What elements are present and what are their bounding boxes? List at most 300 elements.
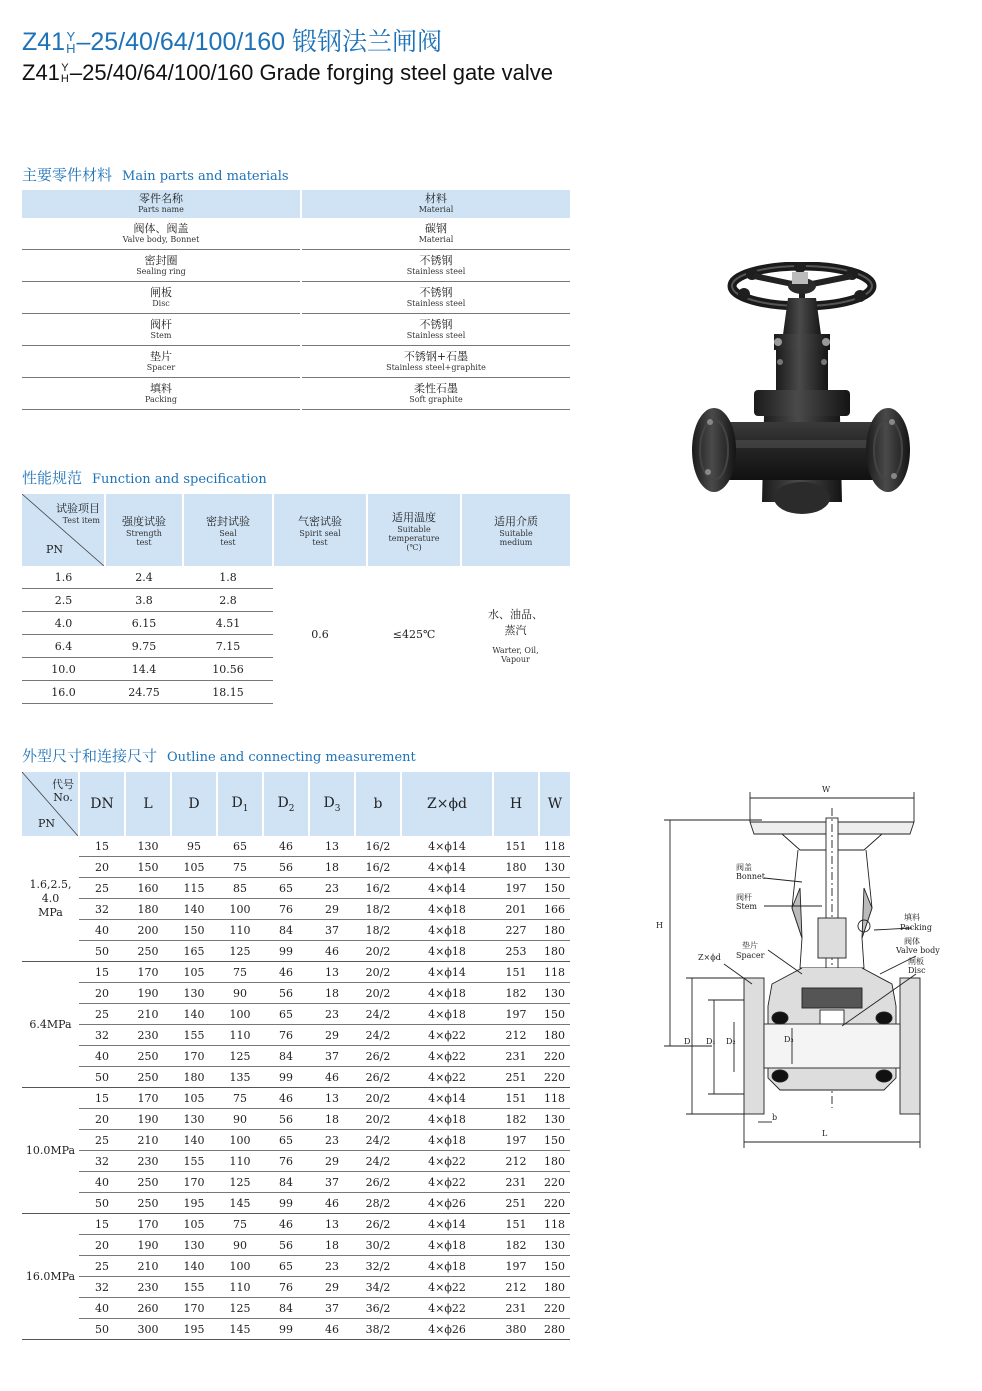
dim-d2: D₂: [726, 1037, 736, 1046]
table-cell: 380: [493, 1319, 539, 1340]
table-cell: 4×ϕ18: [401, 899, 493, 920]
table-cell: 50: [79, 1319, 125, 1340]
table-cell: 65: [263, 1256, 309, 1277]
table-cell: 20/2: [355, 941, 401, 962]
table-cell: 46: [309, 1067, 355, 1088]
header-diagonal-cell: 代号 No. PN: [22, 772, 79, 836]
table-cell: 253: [493, 941, 539, 962]
table-cell: 76: [263, 1277, 309, 1298]
table-cell: 32: [79, 899, 125, 920]
callout-zd: Z×ϕd: [698, 953, 721, 962]
table-cell: 220: [539, 1046, 570, 1067]
table-cell: 23: [309, 1004, 355, 1025]
table-cell: 85: [217, 878, 263, 899]
table-cell: 32: [79, 1025, 125, 1046]
table-cell: 182: [493, 1235, 539, 1256]
table-cell: 4×ϕ22: [401, 1067, 493, 1088]
table-cell: 170: [125, 1088, 171, 1109]
table-cell: 46: [309, 941, 355, 962]
table-cell: 29: [309, 1151, 355, 1172]
table-cell: 84: [263, 1172, 309, 1193]
table-row: 4.0 6.15 4.51: [22, 612, 570, 635]
table-cell: 250: [125, 1046, 171, 1067]
table-cell: 20/2: [355, 1109, 401, 1130]
table-row: [22, 1193, 570, 1214]
table-cell: 180: [539, 1151, 570, 1172]
table-cell: 212: [493, 1277, 539, 1298]
table-cell: 110: [217, 1151, 263, 1172]
table-cell: 180: [171, 1067, 217, 1088]
table-cell: 28/2: [355, 1193, 401, 1214]
table-row: [22, 1046, 570, 1067]
table-cell: 37: [309, 920, 355, 941]
table-cell: 20/2: [355, 962, 401, 983]
table-cell: 4×ϕ18: [401, 1004, 493, 1025]
table-row: [22, 1130, 570, 1151]
table-cell: 260: [125, 1298, 171, 1319]
table-cell: 197: [493, 1004, 539, 1025]
table-cell: 155: [171, 1151, 217, 1172]
table-cell: 65: [263, 1004, 309, 1025]
table-cell: 13: [309, 1214, 355, 1235]
table-cell: 251: [493, 1067, 539, 1088]
callout-stem-cn: 阀杆: [736, 893, 752, 902]
dim-d3: D₃: [784, 1035, 794, 1044]
table-cell: 18: [309, 1235, 355, 1256]
table-cell: 160: [125, 878, 171, 899]
table-cell: 90: [217, 1109, 263, 1130]
table-cell: 18: [309, 1109, 355, 1130]
table-row: 1.6 2.4 1.8 0.6 ≤425℃ 水、油品、 蒸汽 Warter, Oil, Vapour: [22, 566, 570, 589]
header-temperature: 适用温度 Suitable temperature (℃): [367, 494, 461, 566]
table-cell: 210: [125, 1130, 171, 1151]
outline-header-row: 代号 No. PN DN L D $D_1$ $D_2$ $D_3$ b Z×ϕd H W: [22, 772, 570, 836]
table-cell: 4×ϕ18: [401, 920, 493, 941]
table-cell: 4×ϕ22: [401, 1151, 493, 1172]
table-cell: 251: [493, 1193, 539, 1214]
table-cell: 4×ϕ14: [401, 878, 493, 899]
callout-stem-en: Stem: [736, 902, 758, 911]
table-cell: 15: [79, 962, 125, 983]
table-cell: 165: [171, 941, 217, 962]
table-cell: 100: [217, 1256, 263, 1277]
table-cell: 40: [79, 920, 125, 941]
table-row: [22, 878, 570, 899]
table-cell: 26/2: [355, 1046, 401, 1067]
valve-section-drawing: [652, 778, 952, 1158]
callout-disc-en: Disc: [908, 966, 926, 975]
table-cell: 118: [539, 962, 570, 983]
table-cell: 75: [217, 857, 263, 878]
page-title-cn: Z41 Y H –25/40/64/100/160 锻钢法兰闸阀: [22, 28, 442, 57]
table-cell: 29: [309, 1277, 355, 1298]
table-cell: 212: [493, 1025, 539, 1046]
table-cell: 151: [493, 1214, 539, 1235]
table-cell: 182: [493, 1109, 539, 1130]
table-cell: 125: [217, 1298, 263, 1319]
dim-l: L: [822, 1129, 828, 1138]
table-cell: 65: [263, 1130, 309, 1151]
table-cell: 84: [263, 920, 309, 941]
table-cell: 4×ϕ22: [401, 1025, 493, 1046]
table-cell: 13: [309, 836, 355, 857]
table-cell: 201: [493, 899, 539, 920]
parts-section-title: 主要零件材料 Main parts and materials: [22, 166, 289, 184]
table-row: [22, 983, 570, 1004]
table-cell: 140: [171, 899, 217, 920]
table-cell: 76: [263, 1025, 309, 1046]
table-cell: 4×ϕ26: [401, 1193, 493, 1214]
table-cell: 250: [125, 1172, 171, 1193]
table-cell: 180: [539, 941, 570, 962]
table-cell: 250: [125, 941, 171, 962]
table-row: [22, 1088, 570, 1109]
table-cell: 26/2: [355, 1214, 401, 1235]
table-cell: 23: [309, 878, 355, 899]
parts-header-row: [22, 190, 570, 218]
table-cell: 145: [217, 1319, 263, 1340]
table-cell: 180: [539, 1025, 570, 1046]
table-cell: 231: [493, 1172, 539, 1193]
table-cell: 105: [171, 1088, 217, 1109]
table-cell: 32/2: [355, 1256, 401, 1277]
table-cell: 110: [217, 1277, 263, 1298]
table-cell: 4×ϕ18: [401, 1109, 493, 1130]
table-cell: 118: [539, 836, 570, 857]
table-cell: 30/2: [355, 1235, 401, 1256]
table-cell: 46: [309, 1319, 355, 1340]
function-header-row: [22, 494, 570, 566]
table-cell: 25: [79, 878, 125, 899]
table-cell: 210: [125, 1004, 171, 1025]
temperature-value: ≤425℃: [392, 628, 436, 642]
header-diagonal-cell: 试验项目 Test item PN: [22, 494, 105, 566]
table-row: 阀杆 Stem 不锈钢 Stainless steel: [22, 314, 570, 346]
table-row: [22, 1067, 570, 1088]
table-cell: 130: [539, 1235, 570, 1256]
table-cell: 4×ϕ22: [401, 1277, 493, 1298]
table-cell: 26/2: [355, 1172, 401, 1193]
table-cell: 231: [493, 1046, 539, 1067]
table-cell: 151: [493, 836, 539, 857]
callout-packing-cn: 填料: [904, 913, 920, 922]
table-cell: 20: [79, 983, 125, 1004]
table-cell: 151: [493, 962, 539, 983]
table-cell: 95: [171, 836, 217, 857]
table-cell: 197: [493, 878, 539, 899]
table-cell: 20/2: [355, 983, 401, 1004]
table-row: [22, 1319, 570, 1340]
table-cell: 197: [493, 1130, 539, 1151]
table-cell: 84: [263, 1046, 309, 1067]
medium-value: 水、油品、 蒸汽 Warter, Oil, Vapour: [488, 607, 543, 664]
table-cell: 46: [263, 962, 309, 983]
table-cell: 20: [79, 1235, 125, 1256]
table-cell: 110: [217, 920, 263, 941]
table-cell: 4×ϕ18: [401, 1256, 493, 1277]
table-cell: 32: [79, 1151, 125, 1172]
callout-spacer-en: Spacer: [736, 951, 765, 960]
table-row: 阀体、阀盖 Valve body, Bonnet 碳钢 Material: [22, 218, 570, 250]
table-row: 密封圈 Sealing ring 不锈钢 Stainless steel: [22, 250, 570, 282]
table-cell: 197: [493, 1256, 539, 1277]
parts-header-material: 材料 Material: [301, 190, 570, 218]
table-cell: 76: [263, 899, 309, 920]
table-cell: 4×ϕ14: [401, 1214, 493, 1235]
table-cell: 195: [171, 1193, 217, 1214]
table-cell: 155: [171, 1277, 217, 1298]
table-cell: 180: [125, 899, 171, 920]
table-row: 填料 Packing 柔性石墨 Soft graphite: [22, 378, 570, 410]
table-cell: 50: [79, 1067, 125, 1088]
table-cell: 220: [539, 1172, 570, 1193]
table-row: [22, 920, 570, 941]
table-cell: 40: [79, 1298, 125, 1319]
dim-h: H: [656, 921, 663, 930]
table-cell: 37: [309, 1046, 355, 1067]
table-cell: 220: [539, 1067, 570, 1088]
table-cell: 180: [539, 1277, 570, 1298]
table-cell: 26/2: [355, 1067, 401, 1088]
table-cell: 125: [217, 941, 263, 962]
table-row: 垫片 Spacer 不锈钢+石墨 Stainless steel+graphite: [22, 346, 570, 378]
table-cell: 56: [263, 857, 309, 878]
table-row: [22, 1214, 570, 1235]
outline-table: [22, 772, 570, 1340]
table-cell: 100: [217, 899, 263, 920]
header-seal: 密封试验 Seal test: [183, 494, 273, 566]
table-row: 10.0 14.4 10.56: [22, 658, 570, 681]
table-cell: 29: [309, 899, 355, 920]
table-cell: 200: [125, 920, 171, 941]
function-section-title: 性能规范 Function and specification: [22, 469, 267, 487]
table-cell: 16/2: [355, 878, 401, 899]
table-cell: 280: [539, 1319, 570, 1340]
table-cell: 99: [263, 941, 309, 962]
table-cell: 180: [493, 857, 539, 878]
table-cell: 170: [171, 1298, 217, 1319]
table-cell: 18: [309, 857, 355, 878]
table-cell: 25: [79, 1256, 125, 1277]
table-cell: 25: [79, 1004, 125, 1025]
callout-bonnet-en: Bonnet: [736, 872, 765, 881]
table-row: 闸板 Disc 不锈钢 Stainless steel: [22, 282, 570, 314]
table-cell: 212: [493, 1151, 539, 1172]
table-cell: 190: [125, 983, 171, 1004]
table-row: [22, 1172, 570, 1193]
yh-stack: Y H: [60, 62, 69, 86]
table-cell: 56: [263, 983, 309, 1004]
table-cell: 32: [79, 1277, 125, 1298]
table-cell: 23: [309, 1130, 355, 1151]
table-cell: 4×ϕ22: [401, 1172, 493, 1193]
table-cell: 220: [539, 1298, 570, 1319]
table-cell: 18/2: [355, 899, 401, 920]
dim-b: b: [772, 1113, 778, 1122]
table-cell: 230: [125, 1151, 171, 1172]
table-row: [22, 1256, 570, 1277]
table-row: [22, 1025, 570, 1046]
table-cell: 130: [539, 1109, 570, 1130]
table-cell: 130: [539, 983, 570, 1004]
header-spirit: 气密试验 Spirit seal test: [273, 494, 367, 566]
callout-body-cn: 阀体: [904, 937, 920, 946]
page-title-en: Z41 Y H –25/40/64/100/160 Grade forging steel gate valve: [22, 60, 554, 86]
gate-valve-photo: [692, 262, 912, 562]
table-cell: 25: [79, 1130, 125, 1151]
table-cell: 15: [79, 1088, 125, 1109]
table-cell: 4×ϕ22: [401, 1046, 493, 1067]
table-cell: 115: [171, 878, 217, 899]
table-cell: 4×ϕ18: [401, 1235, 493, 1256]
table-cell: 99: [263, 1067, 309, 1088]
table-cell: 210: [125, 1256, 171, 1277]
table-cell: 23: [309, 1256, 355, 1277]
table-cell: 118: [539, 1088, 570, 1109]
table-cell: 75: [217, 1088, 263, 1109]
table-cell: 231: [493, 1298, 539, 1319]
table-cell: 180: [539, 920, 570, 941]
table-cell: 4×ϕ18: [401, 983, 493, 1004]
table-cell: 170: [171, 1046, 217, 1067]
table-cell: 24/2: [355, 1130, 401, 1151]
table-cell: 130: [171, 1235, 217, 1256]
table-cell: 20: [79, 857, 125, 878]
table-cell: 4×ϕ18: [401, 1130, 493, 1151]
table-cell: 135: [217, 1067, 263, 1088]
table-cell: 24/2: [355, 1025, 401, 1046]
table-cell: 105: [171, 1214, 217, 1235]
table-cell: 190: [125, 1235, 171, 1256]
table-cell: 130: [171, 1109, 217, 1130]
table-cell: 4×ϕ14: [401, 962, 493, 983]
table-cell: 100: [217, 1004, 263, 1025]
table-row: [22, 836, 570, 857]
table-cell: 105: [171, 962, 217, 983]
table-row: [22, 941, 570, 962]
table-cell: 140: [171, 1004, 217, 1025]
table-cell: 150: [539, 1130, 570, 1151]
table-cell: 140: [171, 1130, 217, 1151]
table-cell: 37: [309, 1298, 355, 1319]
spirit-value: 0.6: [311, 628, 329, 642]
table-cell: 190: [125, 1109, 171, 1130]
callout-disc-cn: 闸板: [908, 957, 924, 966]
table-cell: 130: [539, 857, 570, 878]
table-cell: 182: [493, 983, 539, 1004]
table-cell: 36/2: [355, 1298, 401, 1319]
table-row: 6.4 9.75 7.15: [22, 635, 570, 658]
parts-table: [22, 190, 570, 410]
table-cell: 166: [539, 899, 570, 920]
table-cell: 24/2: [355, 1004, 401, 1025]
callout-body-en: Valve body: [896, 946, 940, 955]
dim-w: W: [822, 785, 831, 794]
pn-group-label: 10.0MPa: [22, 1088, 79, 1214]
table-cell: 150: [171, 920, 217, 941]
table-cell: 75: [217, 962, 263, 983]
table-cell: 13: [309, 1088, 355, 1109]
table-cell: 145: [217, 1193, 263, 1214]
callout-bonnet-cn: 阀盖: [736, 863, 752, 872]
table-row: [22, 1151, 570, 1172]
table-cell: 90: [217, 1235, 263, 1256]
table-cell: 29: [309, 1025, 355, 1046]
table-cell: 150: [125, 857, 171, 878]
table-cell: 150: [539, 1004, 570, 1025]
table-cell: 4×ϕ26: [401, 1319, 493, 1340]
yh-stack: Y H: [66, 29, 76, 57]
table-cell: 40: [79, 1172, 125, 1193]
table-cell: 170: [125, 962, 171, 983]
table-cell: 37: [309, 1172, 355, 1193]
parts-header-name: 零件名称 Parts name: [22, 190, 301, 218]
function-table: [22, 494, 570, 704]
table-cell: 140: [171, 1256, 217, 1277]
table-cell: 150: [539, 878, 570, 899]
table-cell: 125: [217, 1046, 263, 1067]
table-cell: 230: [125, 1277, 171, 1298]
table-cell: 90: [217, 983, 263, 1004]
table-cell: 38/2: [355, 1319, 401, 1340]
table-row: [22, 857, 570, 878]
pn-group-label: 1.6,2.5, 4.0 MPa: [22, 836, 79, 962]
table-cell: 46: [263, 1088, 309, 1109]
table-cell: 130: [125, 836, 171, 857]
table-cell: 105: [171, 857, 217, 878]
table-cell: 130: [171, 983, 217, 1004]
table-cell: 300: [125, 1319, 171, 1340]
table-cell: 150: [539, 1256, 570, 1277]
table-row: 2.5 3.8 2.8: [22, 589, 570, 612]
table-cell: 65: [263, 878, 309, 899]
dim-d1: D₁: [706, 1037, 716, 1046]
header-strength: 强度试验 Strength test: [105, 494, 183, 566]
table-cell: 125: [217, 1172, 263, 1193]
table-cell: 24/2: [355, 1151, 401, 1172]
table-cell: 230: [125, 1025, 171, 1046]
table-row: [22, 1004, 570, 1025]
table-cell: 16/2: [355, 836, 401, 857]
table-row: [22, 1277, 570, 1298]
table-cell: 46: [263, 836, 309, 857]
table-cell: 100: [217, 1130, 263, 1151]
table-cell: 16/2: [355, 857, 401, 878]
table-row: [22, 1298, 570, 1319]
table-cell: 18/2: [355, 920, 401, 941]
table-cell: 170: [171, 1172, 217, 1193]
table-cell: 220: [539, 1193, 570, 1214]
table-cell: 4×ϕ18: [401, 941, 493, 962]
table-cell: 56: [263, 1235, 309, 1256]
pn-group-label: 16.0MPa: [22, 1214, 79, 1340]
table-row: [22, 899, 570, 920]
table-cell: 56: [263, 1109, 309, 1130]
callout-spacer-cn: 垫片: [742, 941, 758, 950]
table-cell: 4×ϕ14: [401, 857, 493, 878]
table-cell: 65: [217, 836, 263, 857]
outline-section-title: 外型尺寸和连接尺寸 Outline and connecting measurement: [22, 747, 416, 765]
dim-d: D: [684, 1037, 691, 1046]
table-cell: 46: [263, 1214, 309, 1235]
table-cell: 4×ϕ14: [401, 836, 493, 857]
table-cell: 20/2: [355, 1088, 401, 1109]
table-row: 16.0 24.75 18.15: [22, 681, 570, 704]
table-row: [22, 962, 570, 983]
table-cell: 4×ϕ22: [401, 1298, 493, 1319]
table-cell: 76: [263, 1151, 309, 1172]
table-cell: 15: [79, 1214, 125, 1235]
